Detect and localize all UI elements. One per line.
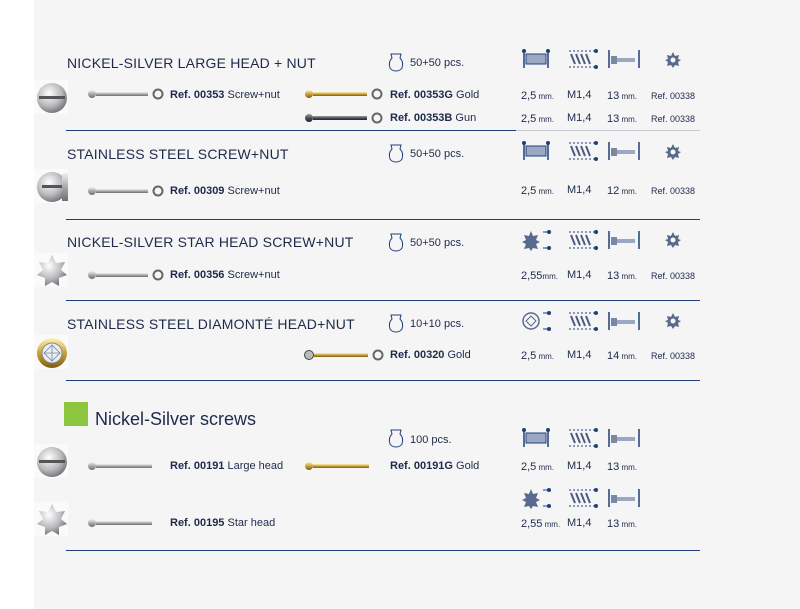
reference <box>390 349 471 361</box>
length-spec: 13 mm. <box>607 518 638 530</box>
screw-length-icon <box>607 48 641 70</box>
gold-screw-image <box>303 87 385 101</box>
tool-reference: Ref. 00338 <box>651 271 696 281</box>
bag-icon <box>387 232 405 252</box>
divider <box>66 300 700 301</box>
reference-desc: Screw+nut <box>224 185 280 197</box>
tool-reference: Ref. 00338 <box>651 186 696 196</box>
bag-icon <box>387 143 405 163</box>
thread-icon <box>567 229 599 251</box>
reference <box>170 269 280 281</box>
star-tool-icon <box>664 231 682 249</box>
thread-icon <box>567 427 599 449</box>
screw-length-icon <box>607 229 641 251</box>
reference <box>170 185 280 197</box>
thread-spec: M1,4 <box>567 517 592 529</box>
reference-desc: Gold <box>452 89 480 101</box>
thread-spec: M1,4 <box>567 349 592 361</box>
row-title: STAINLESS STEEL SCREW+NUT <box>67 146 289 162</box>
star-head-thumbnail <box>34 253 68 287</box>
reference-code: Ref. 00309 <box>170 185 225 197</box>
quantity-label: 50+50 pcs. <box>410 237 465 249</box>
reference <box>170 517 275 529</box>
row-title: NICKEL-SILVER LARGE HEAD + NUT <box>67 55 316 71</box>
thread-spec: M1,4 <box>567 460 592 472</box>
reference <box>170 460 283 472</box>
reference-desc: Gun <box>452 112 477 124</box>
reference-desc: Gold <box>452 460 480 472</box>
thread-spec: M1,4 <box>567 269 592 281</box>
reference-desc: Screw+nut <box>224 89 280 101</box>
reference-code: Ref. 00356 <box>170 269 225 281</box>
quantity-label: 100 pcs. <box>410 434 452 446</box>
section-marker <box>64 402 88 426</box>
reference-desc: Large head <box>224 460 284 472</box>
gun-screw-image <box>303 111 385 125</box>
diameter-spec: 2,5 mm. <box>521 350 555 362</box>
quantity-label: 50+50 pcs. <box>410 57 465 69</box>
reference <box>390 112 476 124</box>
reference-code: Ref. 00353G <box>390 89 453 101</box>
reference-code: Ref. 00191G <box>390 460 453 472</box>
reference <box>390 460 479 472</box>
star-tool-icon <box>664 51 682 69</box>
divider <box>66 219 700 220</box>
thread-icon <box>567 310 599 332</box>
star-head-thumbnail <box>34 502 68 536</box>
reference-desc: Star head <box>224 517 276 529</box>
divider <box>516 130 700 131</box>
divider <box>66 550 700 551</box>
divider <box>66 380 700 381</box>
diameter-spec: 2,5 mm. <box>521 113 555 125</box>
screw-nut-image <box>86 87 166 101</box>
reference-code: Ref. 00320 <box>390 349 445 361</box>
star-tool-icon <box>664 143 682 161</box>
star-tool-icon <box>664 312 682 330</box>
reference-code: Ref. 00353 <box>170 89 225 101</box>
reference <box>170 89 280 101</box>
length-spec: 13 mm. <box>607 270 638 282</box>
reference-desc: Screw+nut <box>224 269 280 281</box>
large-head-thumbnail <box>34 80 68 114</box>
gold-screw-image <box>303 348 385 362</box>
row-title: NICKEL-SILVER STAR HEAD SCREW+NUT <box>67 234 354 250</box>
thread-icon <box>567 140 599 162</box>
thread-spec: M1,4 <box>567 112 592 124</box>
large-head-thumbnail <box>34 444 68 478</box>
bag-icon <box>387 428 405 448</box>
screw-head-icon <box>521 140 551 162</box>
thread-spec: M1,4 <box>567 184 592 196</box>
diamond-head-thumbnail <box>34 335 68 369</box>
tool-reference: Ref. 00338 <box>651 91 696 101</box>
steel-head-thumbnail <box>34 169 68 203</box>
tool-reference: Ref. 00338 <box>651 114 696 124</box>
diameter-spec: 2,5 mm. <box>521 90 555 102</box>
screw-length-icon <box>607 310 641 332</box>
reference-code: Ref. 00353B <box>390 112 453 124</box>
diameter-spec: 2,55 mm. <box>521 518 561 530</box>
section-title: Nickel-Silver screws <box>95 409 257 429</box>
diameter-spec: 2,5 mm. <box>521 461 555 473</box>
screw-head-icon <box>521 427 551 449</box>
thread-icon <box>567 48 599 70</box>
quantity-label: 50+50 pcs. <box>410 148 465 160</box>
length-spec: 13 mm. <box>607 461 638 473</box>
thread-icon <box>567 487 599 509</box>
diamond-head-icon <box>521 310 551 332</box>
screw-nut-image <box>86 184 166 198</box>
diameter-spec: 2,5 mm. <box>521 185 555 197</box>
screw-image <box>86 459 156 473</box>
reference-code: Ref. 00195 <box>170 517 225 529</box>
gold-screw-image <box>303 459 373 473</box>
screw-head-icon <box>521 48 551 70</box>
reference <box>390 89 479 101</box>
tool-reference: Ref. 00338 <box>651 351 696 361</box>
star-head-icon <box>521 487 551 509</box>
screw-image <box>86 516 156 530</box>
divider <box>66 130 516 131</box>
screw-nut-image <box>86 268 166 282</box>
screw-length-icon <box>607 427 641 449</box>
screw-length-icon <box>607 140 641 162</box>
diameter-spec: 2,55mm. <box>521 270 558 282</box>
row-title: STAINLESS STEEL DIAMONTÉ HEAD+NUT <box>67 316 355 332</box>
bag-icon <box>387 52 405 72</box>
length-spec: 13 mm. <box>607 90 638 102</box>
star-head-icon <box>521 229 551 251</box>
quantity-label: 10+10 pcs. <box>410 318 465 330</box>
reference-desc: Gold <box>444 349 471 361</box>
length-spec: 13 mm. <box>607 113 638 125</box>
reference-code: Ref. 00191 <box>170 460 225 472</box>
length-spec: 14 mm. <box>607 350 638 362</box>
bag-icon <box>387 313 405 333</box>
screw-length-icon <box>607 487 641 509</box>
thread-spec: M1,4 <box>567 89 592 101</box>
length-spec: 12 mm. <box>607 185 638 197</box>
